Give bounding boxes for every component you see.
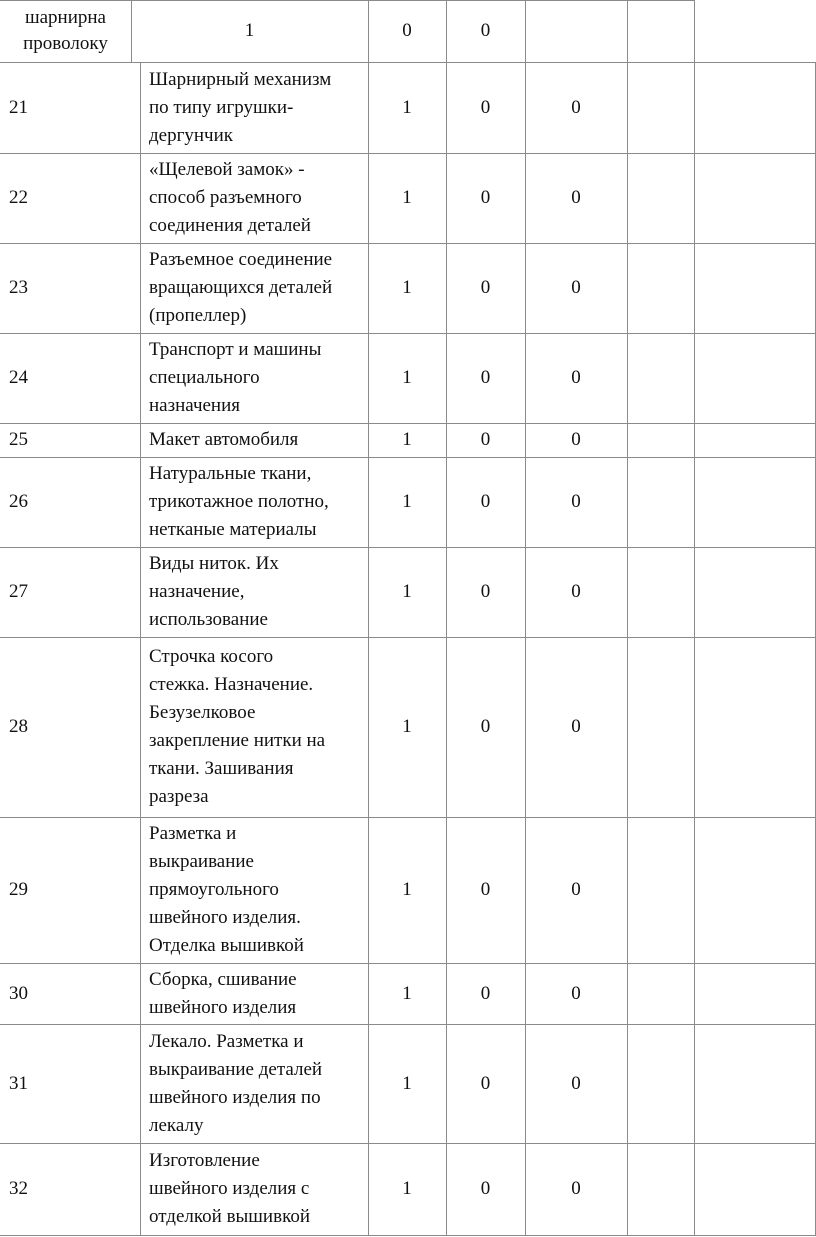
row-hours: 1 xyxy=(402,1178,412,1199)
lesson-topic-line: назначение, xyxy=(149,581,245,602)
top-row-topic-line-1: шарнирна xyxy=(24,7,106,28)
row-theory: 0 xyxy=(480,277,491,298)
lesson-topic-line: Разъемное соединение xyxy=(149,249,333,270)
lesson-topic-line: Транспорт и машины xyxy=(149,339,322,360)
row-hours: 1 xyxy=(402,581,412,602)
row-hours: 1 xyxy=(402,96,412,118)
grid-hline xyxy=(0,1235,816,1236)
row-theory: 0 xyxy=(480,429,491,450)
grid-vline xyxy=(627,0,628,62)
row-number: 23 xyxy=(9,277,28,298)
row-theory: 0 xyxy=(480,1072,491,1094)
lesson-topic-line: разреза xyxy=(149,786,209,807)
lesson-topic-line: трикотажное полотно, xyxy=(149,491,329,512)
row-number: 30 xyxy=(9,982,28,1004)
lesson-topic-line: способ разъемного xyxy=(149,187,302,208)
lesson-topic-line: выкраивание xyxy=(149,851,254,872)
lesson-topic-line: лекалу xyxy=(149,1114,204,1136)
lesson-topic-line: ткани. Зашивания xyxy=(149,758,294,779)
row-hours: 1 xyxy=(402,879,412,900)
lesson-topic xyxy=(149,963,365,1024)
top-row-topic-line-2: проволоку xyxy=(23,33,108,54)
row-practice: 0 xyxy=(571,982,581,1004)
lesson-topic-line: швейного изделия. xyxy=(149,907,301,928)
grid-vline xyxy=(446,0,447,62)
grid-vline xyxy=(627,62,628,1235)
top-row-empty-1 xyxy=(525,0,627,62)
row-practice: 0 xyxy=(571,96,581,118)
row-theory: 0 xyxy=(480,491,491,512)
lesson-topic-line: по типу игрушки- xyxy=(149,96,294,118)
row-number: 28 xyxy=(9,716,28,737)
row-number: 31 xyxy=(9,1072,28,1094)
lesson-topic-line: «Щелевой замок» - xyxy=(149,159,305,180)
top-row-theory: 0 xyxy=(402,20,412,41)
grid-vline xyxy=(446,62,447,1235)
row-hours: 1 xyxy=(402,491,412,512)
row-number: 26 xyxy=(9,491,28,512)
lesson-topic xyxy=(149,423,365,457)
lesson-topic-line: стежка. Назначение. xyxy=(149,674,314,695)
row-theory: 0 xyxy=(480,96,491,118)
row-practice: 0 xyxy=(571,277,581,298)
row-theory: 0 xyxy=(480,1178,491,1199)
top-row-empty-2 xyxy=(627,0,694,62)
lesson-topic-line: швейного изделия xyxy=(149,996,297,1018)
grid-vline xyxy=(368,0,369,62)
lesson-topic-line: специального xyxy=(149,367,260,388)
row-practice: 0 xyxy=(571,187,581,208)
row-practice: 0 xyxy=(571,491,581,512)
row-number: 25 xyxy=(9,429,28,450)
lesson-topic xyxy=(149,153,365,243)
row-hours: 1 xyxy=(402,187,412,208)
row-theory: 0 xyxy=(480,187,491,208)
grid-vline xyxy=(368,62,369,1235)
row-number: 24 xyxy=(9,367,28,388)
row-number: 21 xyxy=(9,96,28,118)
lesson-topic-line: Лекало. Разметка и xyxy=(149,1030,304,1052)
grid-vline xyxy=(525,0,526,62)
row-theory: 0 xyxy=(480,367,491,388)
lesson-topic-line: Изготовление xyxy=(149,1150,260,1171)
lesson-topic xyxy=(149,1143,365,1235)
row-theory: 0 xyxy=(480,716,491,737)
row-practice: 0 xyxy=(571,879,581,900)
grid-vline xyxy=(694,62,695,1235)
row-number: 27 xyxy=(9,581,28,602)
row-hours: 1 xyxy=(402,367,412,388)
lesson-topic-line: Разметка и xyxy=(149,823,237,844)
row-number: 29 xyxy=(9,879,28,900)
grid-hline xyxy=(0,0,694,1)
row-hours: 1 xyxy=(402,982,412,1004)
lesson-topic-line: соединения деталей xyxy=(149,215,311,236)
grid-vline xyxy=(140,62,141,1235)
lesson-topic-line: (пропеллер) xyxy=(149,305,247,326)
top-row-hours: 1 xyxy=(244,20,255,41)
lesson-topic-line: швейного изделия с xyxy=(149,1178,310,1199)
lesson-topic xyxy=(149,547,365,637)
lesson-topic xyxy=(149,637,365,817)
row-theory: 0 xyxy=(480,982,491,1004)
lesson-topic xyxy=(149,243,365,333)
row-theory: 0 xyxy=(480,581,491,602)
lesson-topic-line: Безузелковое xyxy=(149,702,256,723)
grid-vline xyxy=(131,0,132,62)
top-row-topic xyxy=(0,0,131,62)
lesson-topic-line: выкраивание деталей xyxy=(149,1058,323,1080)
lesson-topic-line: швейного изделия по xyxy=(149,1086,321,1108)
row-hours: 1 xyxy=(402,716,412,737)
row-theory: 0 xyxy=(480,879,491,900)
lesson-topic-line: Виды ниток. Их xyxy=(149,553,279,574)
lesson-topic-line: Натуральные ткани, xyxy=(149,463,312,484)
lesson-topic-line: Отделка вышивкой xyxy=(149,935,304,956)
lesson-topic xyxy=(149,457,365,547)
row-practice: 0 xyxy=(571,1178,581,1199)
lesson-topic xyxy=(149,62,365,153)
lesson-topic-line: вращающихся деталей xyxy=(149,277,333,298)
row-hours: 1 xyxy=(402,429,412,450)
row-practice: 0 xyxy=(571,429,581,450)
lesson-topic-line: Шарнирный механизм xyxy=(149,68,332,90)
lesson-topic-line: дергунчик xyxy=(149,124,234,146)
lesson-topic-line: прямоугольного xyxy=(149,879,279,900)
row-number: 22 xyxy=(9,187,28,208)
row-hours: 1 xyxy=(402,1072,412,1094)
row-practice: 0 xyxy=(571,1072,581,1094)
row-number: 32 xyxy=(9,1178,28,1199)
row-practice: 0 xyxy=(571,367,581,388)
lesson-topic-line: нетканые материалы xyxy=(149,519,317,540)
top-row-practice: 0 xyxy=(480,20,491,41)
grid-vline xyxy=(525,62,526,1235)
lesson-topic xyxy=(149,817,365,963)
lesson-topic xyxy=(149,333,365,423)
lesson-topic xyxy=(149,1024,365,1143)
lesson-topic-line: назначения xyxy=(149,395,241,416)
lesson-topic-line: Строчка косого xyxy=(149,646,274,667)
grid-vline xyxy=(694,0,695,62)
row-practice: 0 xyxy=(571,581,581,602)
row-practice: 0 xyxy=(571,716,581,737)
lesson-topic-line: Сборка, сшивание xyxy=(149,968,297,990)
lesson-topic-line: отделкой вышивкой xyxy=(149,1206,311,1227)
lesson-topic-line: использование xyxy=(149,609,268,630)
lesson-topic-line: Макет автомобиля xyxy=(149,429,299,450)
row-hours: 1 xyxy=(402,277,412,298)
lesson-topic-line: закрепление нитки на xyxy=(149,730,326,751)
